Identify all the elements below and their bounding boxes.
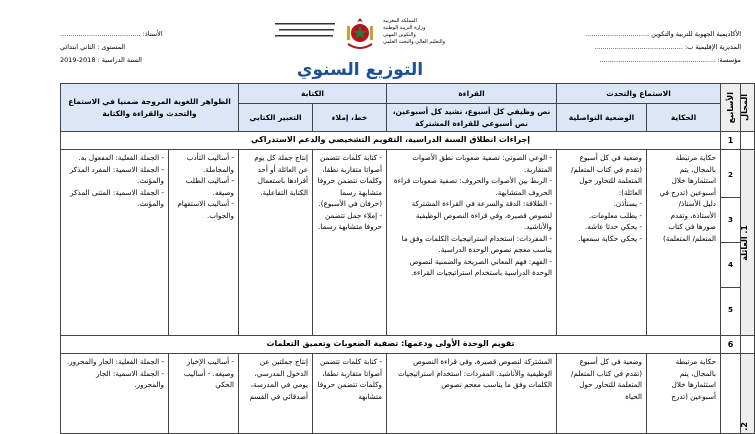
written-exp-header: التعبير الكتابي — [239, 104, 313, 132]
academy-line: الأكاديمية الجهوية للتربية والتكوين ............................... — [585, 30, 741, 38]
ministry-line-1: المملكة المغربية — [383, 18, 417, 24]
reading-sub-header: نص وظيفي كل أسبوع، نشيد كل أسبوعين، نص أسبوعي للقراءة المشتركة — [387, 104, 557, 132]
week-3: 3 — [721, 198, 740, 243]
teacher-line: الأستاذ: ....................................... — [60, 30, 163, 38]
grammar-cell-2: - الجملة الفعلية: الجار والمجرور. - الجملة الاسمية: الجار والمجرور. — [61, 354, 169, 434]
field-family: 1. العائلة — [741, 150, 755, 336]
comm-cell: وضعية في كل أسبوع (تقدم في كتاب المتعلم/ المتعلمة للتحاور حول العائلة): - يستأذن. - يطلب معلومات. - يحكي حدثا عاشه. - يحكي حكاية سمعها. — [557, 150, 647, 336]
page-title: التوزيع السنوي — [296, 60, 424, 80]
story-cell-2: حكاية مرتبطة بالمجال، يتم استثمارها خلال أسبوعين (تدرج — [647, 354, 721, 434]
page-header — [0, 0, 749, 80]
phenomena-header: الظواهر اللغوية المروجة ضمنيا في الاستماع والتحدث والقراءة والكتابة — [61, 84, 239, 132]
writing-header: الكتابة — [239, 84, 387, 104]
week-1: 1 — [721, 132, 741, 150]
story-header: الحكاية — [647, 104, 721, 132]
tifinagh-logo — [275, 20, 337, 42]
reading-header: القراءة — [387, 84, 557, 104]
directorate-line: المديرية الإقليمية ب: ........................................... — [594, 43, 741, 51]
ministry-line-2: وزارة التربية الوطنية — [383, 25, 426, 31]
dictation-cell-2: - كتابة كلمات تتضمن أصواتا متقاربة نطقا، وكلمات تتضمن حروفا متشابهة — [313, 354, 387, 434]
weeks-2-5 — [721, 150, 741, 336]
field-2: 2. — [741, 354, 755, 434]
week-5: 5 — [728, 305, 734, 314]
dictation-header: خط، إملاء — [313, 104, 387, 132]
section-start-year: إجراءات انطلاق السنة الدراسية، التقويم التشخيصي والدعم الاستدراكي — [61, 132, 721, 150]
section-unit-eval: تقويم الوحدة الأولى ودعمها: تصفية الصعوبات وتعميق التعلمات — [61, 336, 721, 354]
written-exp-cell: إنتاج جملة كل يوم عن العائلة أو أحد أفرادها باستعمال الكتابة التفاعلية. — [239, 150, 313, 336]
comm-cell-2: وضعية في كل أسبوع (تقدم في كتاب المتعلم/ المتعلمة للتحاور حول الحياة — [557, 354, 647, 434]
style-cell-2: - أساليب الإخبار وصيغه. - أساليب الحكي — [169, 354, 239, 434]
week-6: 6 — [721, 336, 741, 354]
ministry-line-4: والتعليم العالي والبحث العلمي — [383, 39, 446, 45]
week-2: 2 — [721, 153, 740, 198]
reading-cell: - الوعي الصوتي: تصفية صعوبات نطق الأصوات المتقاربة. - الربط بين الأصوات والحروف: تصفية صعوبات قراءة الحروف المتشابهة. - الطلاقة: الدقة والسرعة في القراءة المشتركة لنصوص قصيرة، وفي قراءة النصوص الوظيفية والأناشيد. - المفردات: استخدام استراتيجيات الكلمات وفق ما يناسب معجم نصوص الوحدة الدراسية. - الفهم: فهم المعاني الصريحة والضمنية لنصوص الوحدة الدراسية باستخدام استراتيجيات القراءة. — [387, 150, 557, 336]
story-cell: حكاية مرتبطة بالمجال، يتم استثمارها خلال أسبوعين (تدرج في دليل الأستاذ/ الأستاذة، وتقدم صورها في كتاب المتعلم/ المتعلمة) — [647, 150, 721, 336]
dictation-cell: - كتابة كلمات تتضمن أصواتا متقاربة نطقا، وكلمات تتضمن حروفا متشابهة رسما (حرفان في الأسبوع). - إملاء جمل تتضمن حروفا متشابهة رسما. — [313, 150, 387, 336]
reading-cell-2: المشتركة لنصوص قصيرة، وفي قراءة النصوص الوظيفية والأناشيد. المفردات: استخدام استراتيجيات الكلمات وفق ما يناسب معجم نصوص — [387, 354, 557, 434]
school-year-line: السنة الدراسية : 2018-2019 — [60, 56, 142, 64]
school-line: مؤسسة: ........................................................ — [599, 56, 741, 64]
ministry-line-3: والتكوين المهني — [383, 32, 416, 38]
weeks-header: الأسابيع — [721, 84, 741, 132]
comm-header: الوضعية التواصلية — [557, 104, 647, 132]
field-header: المجال — [741, 84, 755, 132]
week-4: 4 — [721, 243, 740, 288]
kingdom-emblem-icon — [345, 16, 375, 50]
listening-header: الاستماع والتحدث — [557, 84, 721, 104]
level-line: المستوى : الثاني ابتدائي — [60, 43, 126, 51]
grammar-cell: - الجملة الفعلية: المفعول به. - الجملة الاسمية: المفرد المذكر والمؤنث. - الجملة الاسمية: المثنى المذكر والمؤنث. — [61, 150, 169, 336]
written-exp-cell-2: إنتاج جملتين عن الدخول المدرسي، يومي في المدرسة، أصدقائي في القسم — [239, 354, 313, 434]
style-cell: - أساليب التأدب والمجاملة. - أساليب الطلب وصيغه. - أساليب الاستفهام والجواب. — [169, 150, 239, 336]
annual-plan-table — [60, 83, 755, 434]
